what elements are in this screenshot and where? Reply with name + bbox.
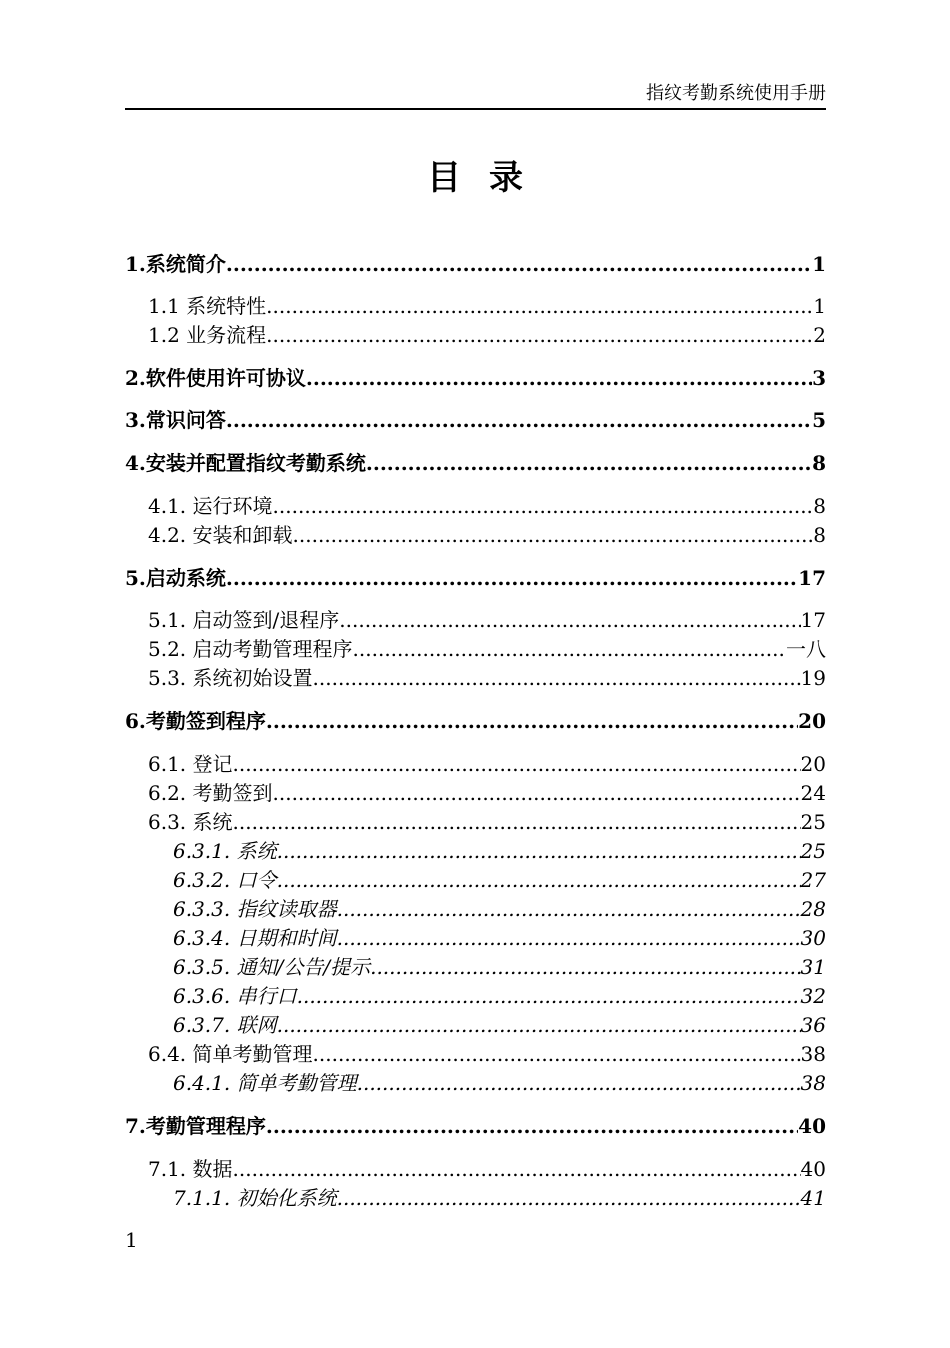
toc-entry[interactable] <box>125 982 826 1010</box>
toc-entry-page: 1 <box>812 252 826 276</box>
toc-entry-page: 30 <box>800 926 826 950</box>
toc-entry-label: 5.启动系统 <box>125 566 226 590</box>
toc-leader-dots <box>266 292 813 320</box>
toc-entry-label: 6.考勤签到程序 <box>125 709 266 733</box>
toc-leader-dots <box>297 982 801 1010</box>
toc-entry-page: 41 <box>800 1186 826 1210</box>
toc-entry[interactable] <box>125 664 826 692</box>
toc-leader-dots <box>337 924 801 952</box>
toc-leader-dots <box>233 808 801 836</box>
toc-entry[interactable] <box>125 406 826 434</box>
toc-entry-label: 6.2. 考勤签到 <box>148 781 273 805</box>
toc-entry[interactable] <box>125 521 826 549</box>
toc-entry-page: 32 <box>800 984 826 1008</box>
toc-entry[interactable] <box>125 837 826 865</box>
toc-entry-page: 27 <box>800 868 826 892</box>
toc-leader-dots <box>357 1069 801 1097</box>
toc-entry-page: 1 <box>813 294 826 318</box>
toc-entry-page: 19 <box>800 666 826 690</box>
toc-entry-label: 6.3.6. 串行口 <box>173 984 297 1008</box>
header-title: 指纹考勤系统使用手册 <box>646 83 826 104</box>
toc-leader-dots <box>226 406 812 434</box>
toc-entry[interactable] <box>125 564 826 592</box>
toc-entry-label: 6.3.1. 系统 <box>173 839 277 863</box>
toc-leader-dots <box>337 1184 801 1212</box>
toc-entry-label: 6.3.3. 指纹读取器 <box>173 897 337 921</box>
toc-entry[interactable] <box>125 808 826 836</box>
toc-entry-label: 5.1. 启动签到/退程序 <box>148 608 340 632</box>
toc-leader-dots <box>353 635 786 663</box>
toc-entry-label: 6.3.4. 日期和时间 <box>173 926 337 950</box>
toc-leader-dots <box>273 492 814 520</box>
toc-entry-page: 31 <box>800 955 826 979</box>
toc-entry[interactable] <box>125 1112 826 1140</box>
toc-entry-label: 6.4.1. 简单考勤管理 <box>173 1071 357 1095</box>
toc-entry-page: 2 <box>813 323 826 347</box>
toc-entry[interactable] <box>125 924 826 952</box>
toc-entry-label: 7.考勤管理程序 <box>125 1114 266 1138</box>
toc-entry-label: 6.3.2. 口令 <box>173 868 277 892</box>
toc-entry[interactable] <box>125 492 826 520</box>
toc-entry-label: 4.2. 安装和卸载 <box>148 523 293 547</box>
toc-leader-dots <box>226 564 798 592</box>
toc-entry-page: 17 <box>800 608 826 632</box>
toc-entry[interactable] <box>125 449 826 477</box>
toc-entry-page: 38 <box>800 1071 826 1095</box>
toc-leader-dots <box>277 866 801 894</box>
toc-leader-dots <box>366 449 812 477</box>
toc-entry-page: 3 <box>812 366 826 390</box>
toc-entry-page: 一八 <box>786 637 826 661</box>
toc-entry-label: 4.1. 运行环境 <box>148 494 273 518</box>
toc-entry-label: 4.安装并配置指纹考勤系统 <box>125 451 366 475</box>
toc-entry-label: 3.常识问答 <box>125 408 226 432</box>
toc-entry[interactable] <box>125 635 826 663</box>
toc-entry-page: 28 <box>800 897 826 921</box>
page-number: 1 <box>125 1228 138 1252</box>
toc-entry[interactable] <box>125 1011 826 1039</box>
toc-entry-page: 20 <box>798 709 826 733</box>
toc-entry-page: 40 <box>800 1157 826 1181</box>
toc-leader-dots <box>266 1112 798 1140</box>
toc-entry-page: 38 <box>800 1042 826 1066</box>
toc-entry[interactable] <box>125 1184 826 1212</box>
toc-leader-dots <box>233 750 801 778</box>
toc-leader-dots <box>306 364 812 392</box>
toc-entry[interactable] <box>125 866 826 894</box>
toc-entry[interactable] <box>125 1155 826 1183</box>
toc-leader-dots <box>277 837 801 865</box>
toc-entry-label: 1.2 业务流程 <box>148 323 267 347</box>
toc-entry-label: 7.1. 数据 <box>148 1157 233 1181</box>
toc-entry-page: 40 <box>798 1114 826 1138</box>
toc-entry[interactable] <box>125 250 826 278</box>
page-title: 目录 <box>427 158 551 198</box>
toc-entry[interactable] <box>125 895 826 923</box>
toc-entry-page: 8 <box>813 494 826 518</box>
toc-entry-page: 25 <box>800 839 826 863</box>
toc-entry-page: 36 <box>800 1013 826 1037</box>
toc-entry-page: 20 <box>800 752 826 776</box>
toc-entry[interactable] <box>125 750 826 778</box>
toc-leader-dots <box>370 953 800 981</box>
toc-entry[interactable] <box>125 953 826 981</box>
toc-leader-dots <box>273 779 801 807</box>
toc-entry-label: 2.软件使用许可协议 <box>125 366 306 390</box>
toc-leader-dots <box>337 895 801 923</box>
toc-entry-label: 6.3.7. 联网 <box>173 1013 277 1037</box>
toc-leader-dots <box>339 606 800 634</box>
toc-entry-page: 8 <box>813 523 826 547</box>
toc-leader-dots <box>313 664 801 692</box>
toc-entry[interactable] <box>125 779 826 807</box>
toc-leader-dots <box>313 1040 801 1068</box>
toc-entry[interactable] <box>125 1069 826 1097</box>
toc-entry[interactable] <box>125 707 826 735</box>
toc-entry-label: 6.3.5. 通知/公告/提示 <box>173 955 371 979</box>
page-header <box>125 82 826 110</box>
toc-entry-label: 6.4. 简单考勤管理 <box>148 1042 313 1066</box>
toc-leader-dots <box>266 321 813 349</box>
toc-entry-page: 25 <box>800 810 826 834</box>
toc-entry[interactable] <box>125 606 826 634</box>
toc-entry[interactable] <box>125 321 826 349</box>
toc-entry-label: 1.1 系统特性 <box>148 294 267 318</box>
toc-entry-label: 6.1. 登记 <box>148 752 233 776</box>
toc-entry-label: 1.系统简介 <box>125 252 226 276</box>
toc-entry-label: 5.3. 系统初始设置 <box>148 666 313 690</box>
toc-leader-dots <box>233 1155 801 1183</box>
toc-entry[interactable] <box>125 292 826 320</box>
toc-entry-page: 5 <box>812 408 826 432</box>
toc-leader-dots <box>266 707 798 735</box>
toc-leader-dots <box>277 1011 801 1039</box>
toc-entry[interactable] <box>125 364 826 392</box>
toc-leader-dots <box>226 250 812 278</box>
toc-entry-label: 6.3. 系统 <box>148 810 233 834</box>
toc-entry[interactable] <box>125 1040 826 1068</box>
toc-leader-dots <box>293 521 814 549</box>
toc-entry-label: 7.1.1. 初始化系统 <box>173 1186 337 1210</box>
toc-entry-label: 5.2. 启动考勤管理程序 <box>148 637 353 661</box>
toc-entry-page: 24 <box>800 781 826 805</box>
toc-entry-page: 17 <box>798 566 826 590</box>
toc-entry-page: 8 <box>812 451 826 475</box>
